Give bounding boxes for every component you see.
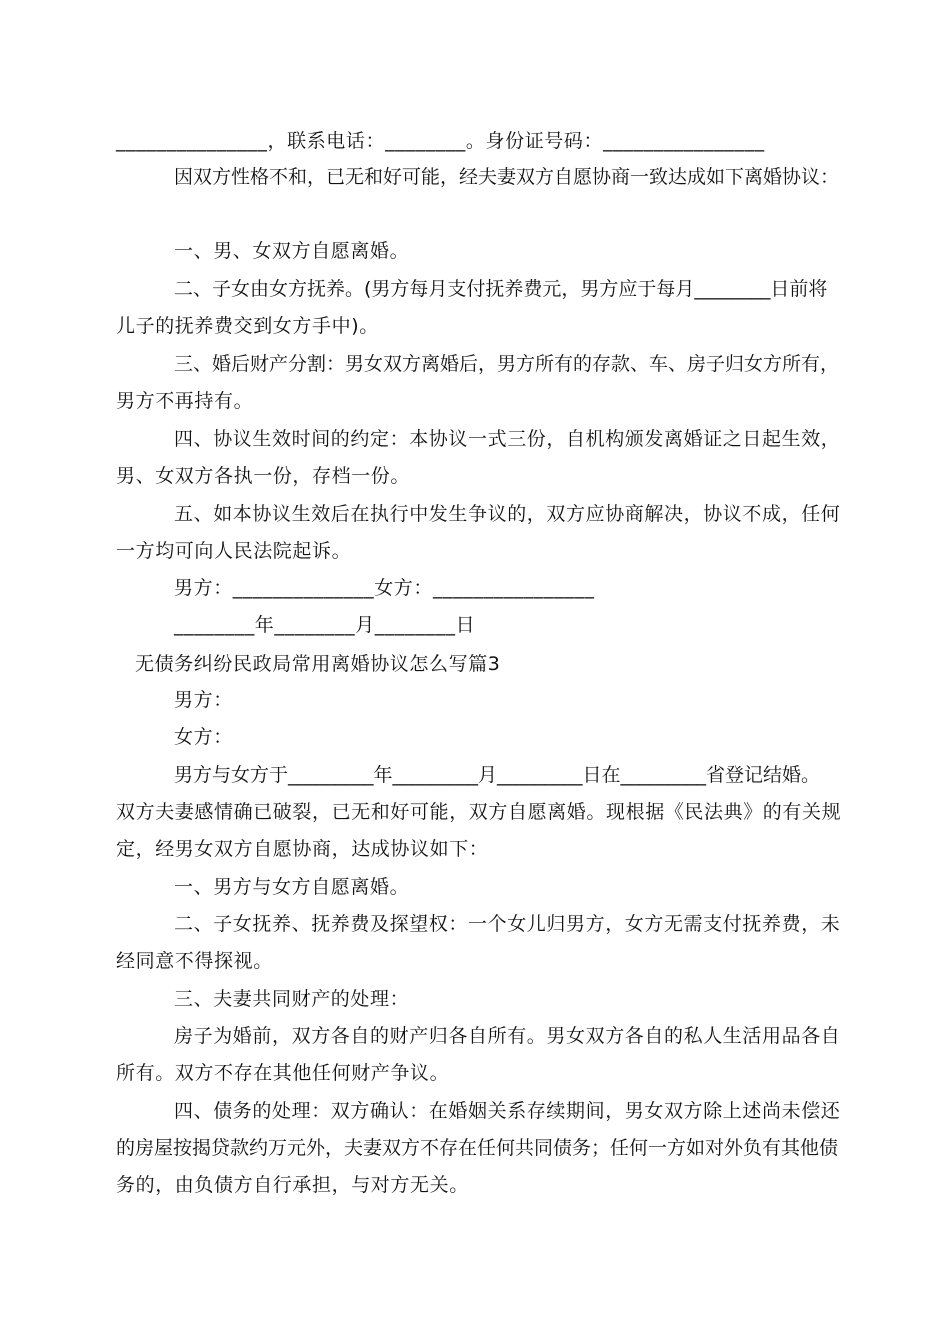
date-line: ________年________月________日 [174, 614, 476, 636]
clause-4-line-1: 四、协议生效时间的约定：本协议一式三份，自机构颁发离婚证之日起生效， [174, 428, 841, 450]
clause-2-line-1: 二、子女由女方抚养。(男方每月支付抚养费元，男方应于每月________日前将 [174, 278, 828, 300]
article-1: 一、男方与女方自愿离婚。 [174, 876, 410, 898]
clause-5-line-2: 一方均可向人民法院起诉。 [116, 540, 352, 562]
marriage-status-line-1: 双方夫妻感情确已破裂，已无和好可能，双方自愿离婚。现根据《民法典》的有关规 [116, 801, 842, 823]
clause-5-line-1: 五、如本协议生效后在执行中发生争议的，双方应协商解决，协议不成，任何 [174, 503, 841, 525]
article-4-line-1: 四、债务的处理：双方确认：在婚姻关系存续期间，男女双方除上述尚未偿还 [174, 1100, 841, 1122]
signature-line: 男方：______________女方：________________ [174, 577, 595, 599]
clause-3-line-1: 三、婚后财产分割：男女双方离婚后，男方所有的存款、车、房子归女方所有， [174, 353, 840, 375]
article-2-line-2: 经同意不得探视。 [116, 950, 273, 972]
clause-2-line-2: 儿子的抚养费交到女方手中)。 [116, 315, 379, 337]
agreement-intro: 因双方性格不和，已无和好可能，经夫妻双方自愿协商一致达成如下离婚协议： [174, 166, 840, 188]
marriage-registration-line: 男方与女方于_________年_________月_________日在_________省登记结婚。 [174, 764, 821, 786]
clause-3-line-2: 男方不再持有。 [116, 390, 254, 412]
article-3-line-1: 房子为婚前，双方各自的财产归各自所有。男女双方各自的私人生活用品各自 [174, 1025, 841, 1047]
article-3-heading: 三、夫妻共同财产的处理： [174, 988, 410, 1010]
clause-4-line-2: 男、女双方各执一份，存档一份。 [116, 465, 411, 487]
article-4-line-3: 务的，由负债方自行承担，与对方无关。 [116, 1174, 469, 1196]
contact-info-line: _______________，联系电话：________。身份证号码：________________ [116, 130, 765, 152]
article-2-line-1: 二、子女抚养、抚养费及探望权：一个女儿归男方，女方无需支付抚养费，未 [174, 913, 841, 935]
section-title: 无债务纠纷民政局常用离婚协议怎么写篇3 [135, 653, 501, 675]
marriage-status-line-2: 定，经男女双方自愿协商，达成协议如下： [116, 838, 489, 860]
clause-1: 一、男、女双方自愿离婚。 [174, 240, 410, 262]
article-4-line-2: 的房屋按揭贷款约万元外，夫妻双方不存在任何共同债务；任何一方如对外负有其他债 [116, 1137, 839, 1159]
article-3-line-2: 所有。双方不存在其他任何财产争议。 [116, 1062, 450, 1084]
husband-label: 男方： [174, 689, 233, 711]
wife-label: 女方： [174, 726, 233, 748]
